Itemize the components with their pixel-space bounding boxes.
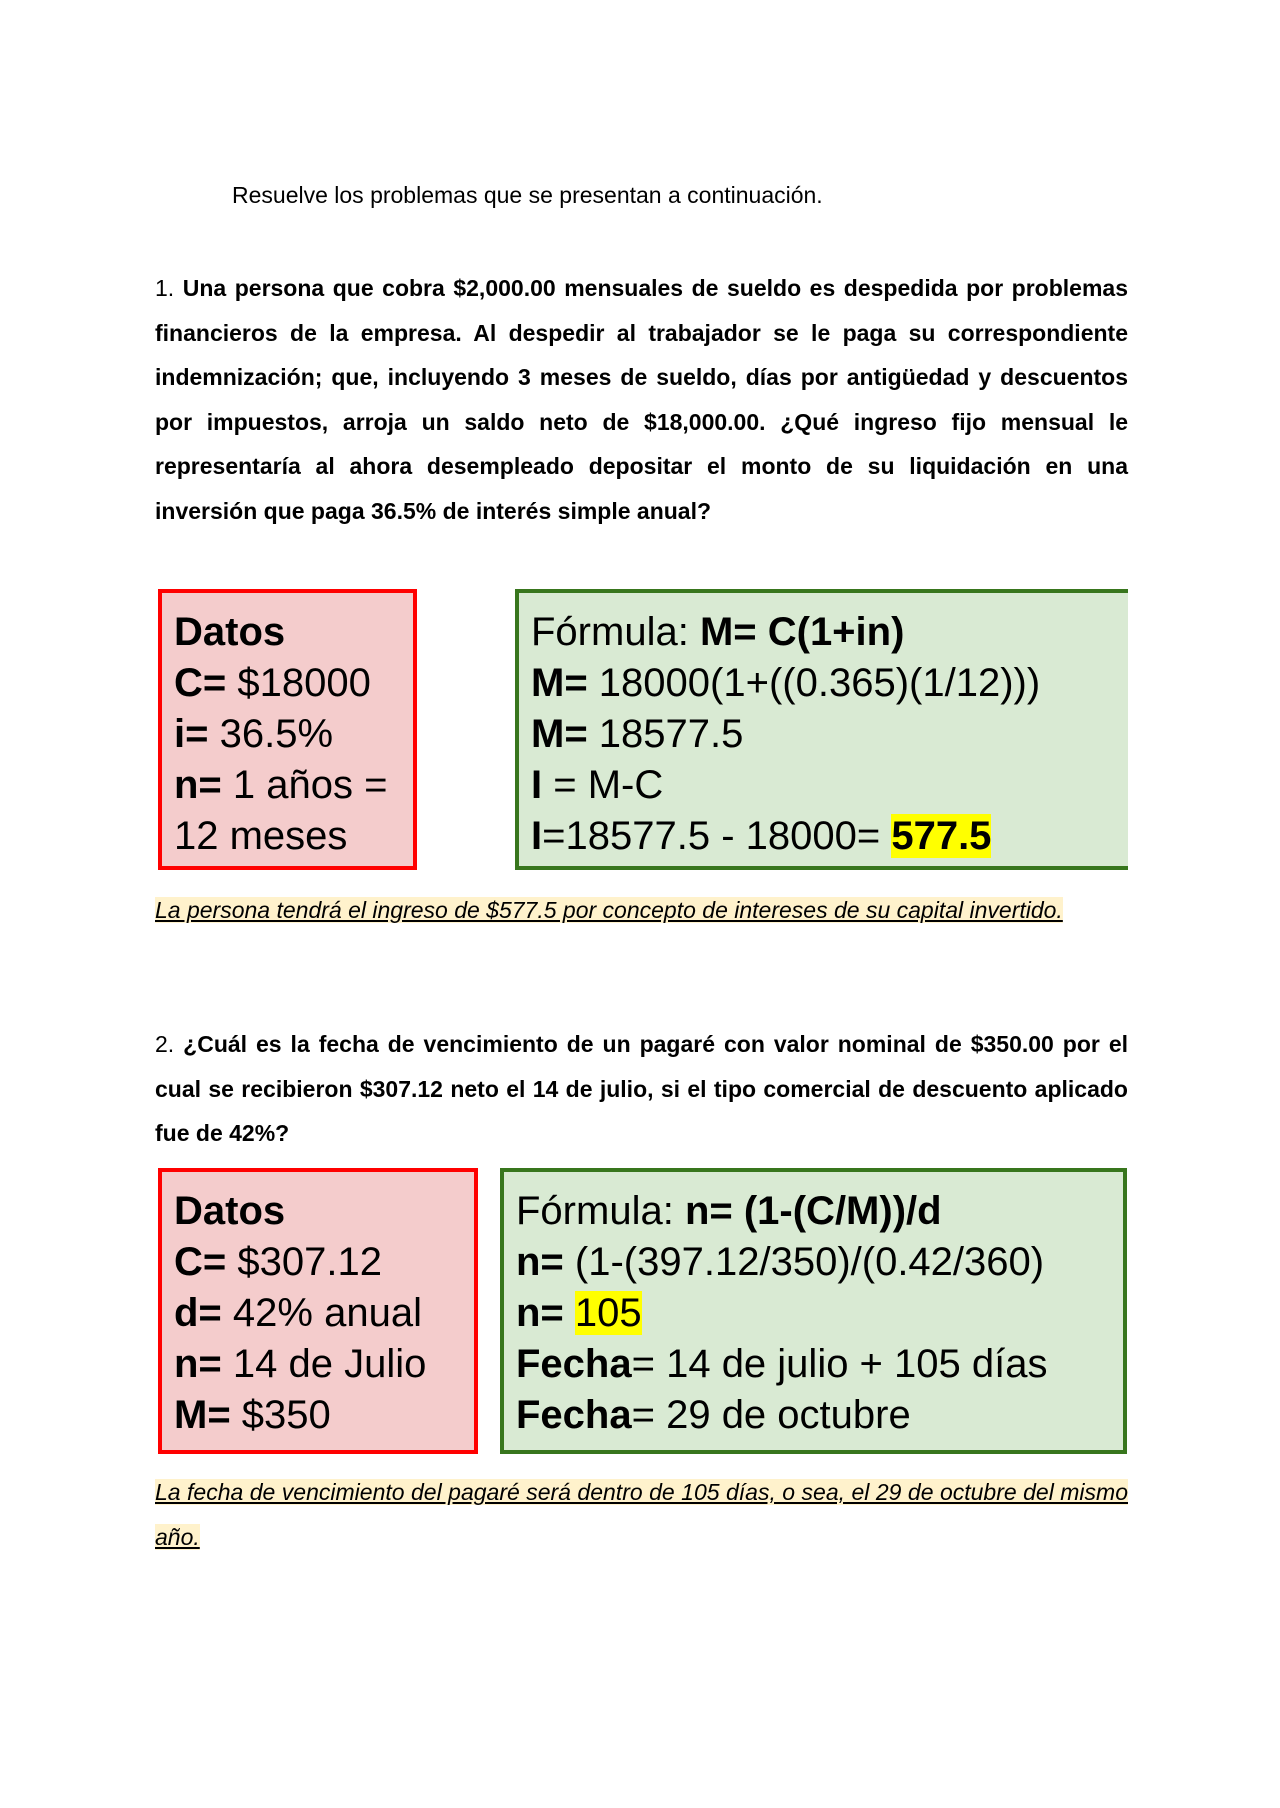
value: 14 de Julio	[221, 1342, 427, 1386]
instructions: Resuelve los problemas que se presentan a continuación.	[232, 182, 823, 208]
value: = M-C	[542, 763, 664, 807]
value: 36.5%	[208, 712, 334, 756]
value: 1 años =	[221, 763, 388, 807]
value: = 14 de julio + 105 días	[631, 1342, 1048, 1386]
problem-1	[155, 266, 1128, 533]
label: I	[531, 814, 543, 858]
value: 42% anual	[221, 1291, 422, 1335]
problem-number: 2.	[155, 1031, 175, 1057]
label: n=	[174, 1342, 222, 1386]
problem-text: ¿Cuál es la fecha de vencimiento de un pagaré con valor nominal de $350.00 por el cual se recibieron $307.12 neto el 14 de julio, si el tipo comercial de descuento aplicado fue de 42%?	[155, 1031, 1128, 1146]
label: Fecha	[516, 1393, 632, 1437]
formula-label: Fórmula:	[516, 1189, 685, 1233]
value: 18577.5	[587, 712, 744, 756]
problem-number: 1.	[155, 275, 175, 301]
value: $307.12	[226, 1240, 382, 1284]
value: $18000	[226, 661, 371, 705]
formula: n= (1-(C/M))/d	[684, 1189, 942, 1233]
label: C=	[174, 1240, 227, 1284]
label: i=	[174, 712, 209, 756]
label: M=	[531, 661, 588, 705]
datos-title: Datos	[174, 1189, 286, 1233]
label: d=	[174, 1291, 222, 1335]
value: = 29 de octubre	[631, 1393, 911, 1437]
formula-box-1	[515, 589, 1128, 870]
datos-box-1	[158, 589, 417, 870]
answer-1	[155, 888, 1128, 933]
problem-2	[155, 1022, 1128, 1156]
datos-title: Datos	[174, 610, 286, 654]
label: M=	[531, 712, 588, 756]
label: n=	[174, 763, 222, 807]
formula: M= C(1+in)	[699, 610, 905, 654]
value: 18000(1+((0.365)(1/12)))	[587, 661, 1041, 705]
highlighted-result: 577.5	[891, 814, 992, 858]
label: C=	[174, 661, 227, 705]
value: =18577.5 - 18000=	[542, 814, 892, 858]
answer-2	[155, 1470, 1128, 1559]
label: I	[531, 763, 543, 807]
highlighted-result: 105	[574, 1291, 642, 1335]
problem-text: Una persona que cobra $2,000.00 mensuales de sueldo es despedida por problemas financieros de la empresa. Al despedir al trabajador se le paga su correspondiente indemnización; que, incluyendo 3 meses de sueldo, días por antigüedad y descuentos por impuestos, arroja un saldo neto de $18,000.00. ¿Qué ingreso fijo mensual le representaría al ahora desempleado depositar el monto de su liquidación en una inversión que paga 36.5% de interés simple anual?	[155, 275, 1128, 524]
formula-label: Fórmula:	[531, 610, 700, 654]
value: (1-(397.12/350)/(0.42/360)	[563, 1240, 1045, 1284]
value: $350	[230, 1393, 331, 1437]
value: 12 meses	[174, 814, 348, 858]
label: n=	[516, 1240, 564, 1284]
label: n=	[516, 1291, 564, 1335]
label: M=	[174, 1393, 231, 1437]
datos-box-2	[158, 1168, 478, 1454]
answer-text: La persona tendrá el ingreso de $577.5 por concepto de intereses de su capital invertido.	[155, 897, 1063, 923]
answer-text: La fecha de vencimiento del pagaré será dentro de 105 días, o sea, el 29 de octubre del mismo año.	[155, 1479, 1128, 1550]
label: Fecha	[516, 1342, 632, 1386]
formula-box-2	[500, 1168, 1127, 1454]
